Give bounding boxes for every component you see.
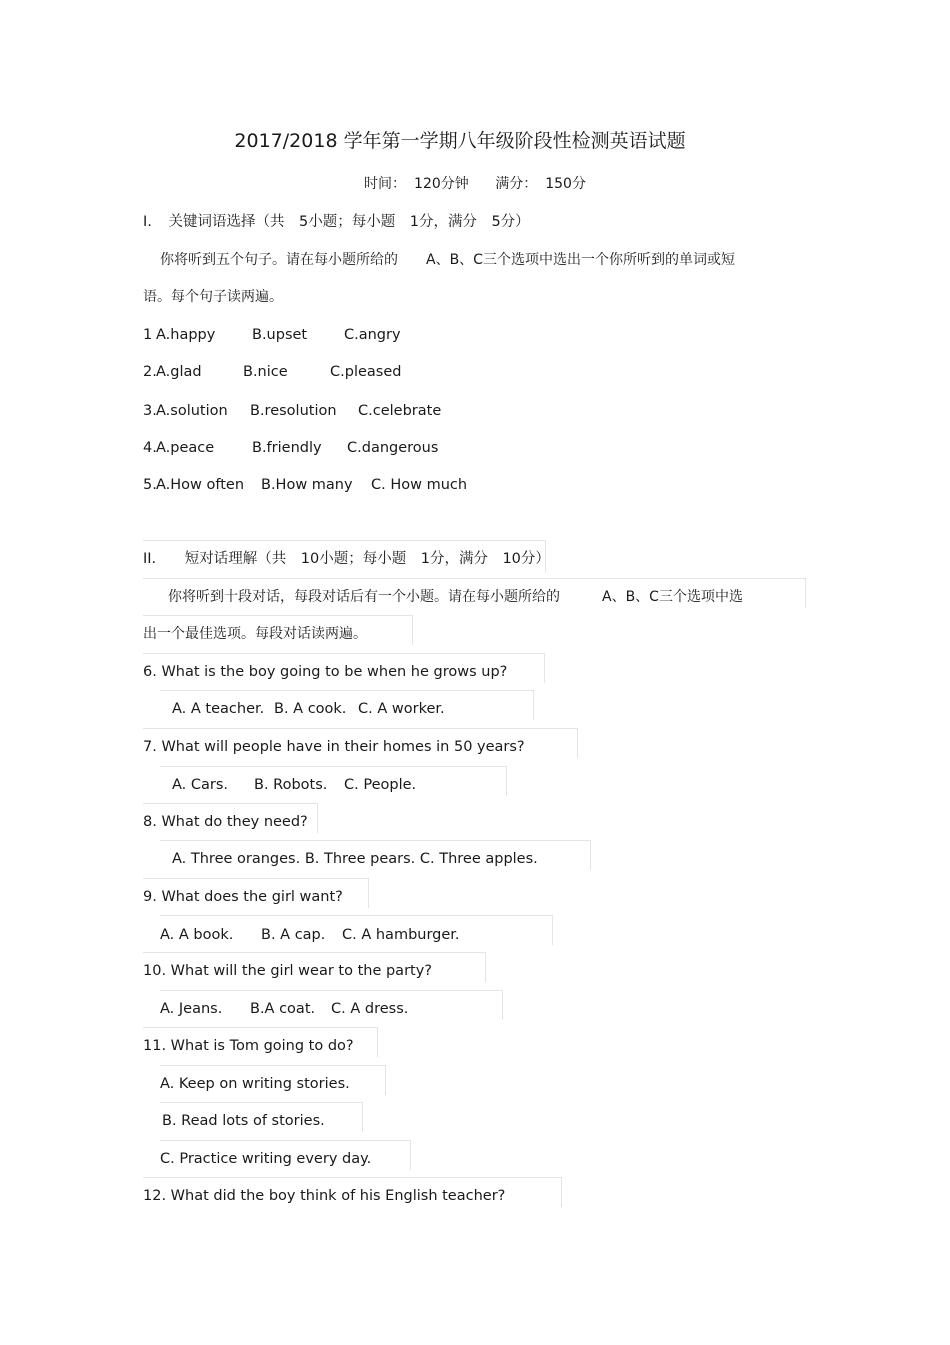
- option-a: A. Keep on writing stories.: [160, 1076, 350, 1092]
- time-label: 时间：: [364, 176, 407, 192]
- list-item: [143, 476, 543, 494]
- option-c: C.pleased: [330, 364, 402, 380]
- option-b: B.A coat.: [250, 1001, 316, 1017]
- option-b: B. A cap.: [261, 927, 326, 943]
- option-b: B.upset: [252, 327, 308, 343]
- option-a: A.glad: [156, 364, 202, 380]
- section1-title: 关键词语选择（共 5小题；每小题 1分，满分 5分）: [168, 214, 530, 230]
- score-label: 满分：: [495, 176, 538, 192]
- question-7: 7. What will people have in their homes in 50 years?: [143, 739, 525, 755]
- option-b: B.friendly: [252, 440, 322, 456]
- section2-instruction-line1: 你将听到十段对话，每段对话后有一个小题。请在每小题所给的 A、B、C三个选项中选: [168, 589, 743, 605]
- option-b: B.resolution: [250, 403, 337, 419]
- question-9: 9. What does the girl want?: [143, 889, 343, 905]
- option-c: C. How much: [371, 477, 468, 493]
- option-b: B. Read lots of stories.: [162, 1113, 325, 1129]
- option-c: C. Practice writing every day.: [160, 1151, 372, 1167]
- options-row: [160, 926, 550, 944]
- option-c: C. People.: [344, 777, 417, 793]
- options-row: A. Three oranges. B. Three pears. C. Three apples.: [172, 851, 538, 867]
- option-c: C.angry: [344, 327, 401, 343]
- option-b: B.nice: [243, 364, 288, 380]
- option-c: C. A worker.: [358, 701, 445, 717]
- option-a: A.solution: [156, 403, 228, 419]
- options-row: [160, 1000, 500, 1018]
- option-c: C. A hamburger.: [342, 927, 460, 943]
- exam-title: 2017/2018 学年第一学期八年级阶段性检测英语试题: [234, 130, 686, 152]
- item-number: 2.: [143, 364, 157, 380]
- option-a: A. Cars.: [172, 777, 229, 793]
- item-number: 4.: [143, 440, 157, 456]
- question-12: 12. What did the boy think of his English teacher?: [143, 1188, 506, 1204]
- question-10: 10. What will the girl wear to the party?: [143, 963, 432, 979]
- exam-meta: [0, 175, 950, 193]
- question-8: 8. What do they need?: [143, 814, 308, 830]
- list-item: [143, 439, 543, 457]
- item-number: 5.: [143, 477, 157, 493]
- section2-title: 短对话理解（共 10小题；每小题 1分，满分 10分）: [184, 551, 550, 567]
- list-item: [143, 363, 543, 381]
- option-c: C. A dress.: [331, 1001, 409, 1017]
- option-b: B. A cook.: [274, 701, 347, 717]
- section2-number: II.: [143, 551, 157, 567]
- option-a: A.How often: [156, 477, 245, 493]
- option-a: A. A book.: [160, 927, 234, 943]
- section1-heading: [143, 213, 530, 231]
- time-value: 120分钟: [414, 176, 469, 192]
- option-a: A. Jeans.: [160, 1001, 223, 1017]
- section1-instruction-line1: 你将听到五个句子。请在每小题所给的 A、B、C三个选项中选出一个你所听到的单词或短: [160, 252, 735, 268]
- options-row: [172, 776, 502, 794]
- score-value: 150分: [545, 176, 586, 192]
- list-item: [143, 402, 543, 420]
- list-item: [143, 326, 543, 344]
- option-a: A.peace: [156, 440, 215, 456]
- option-a: A. A teacher.: [172, 701, 265, 717]
- section1-instruction-line2: 语。每个句子读两遍。: [143, 289, 283, 305]
- option-c: C.dangerous: [347, 440, 439, 456]
- question-6: 6. What is the boy going to be when he grows up?: [143, 664, 508, 680]
- question-11: 11. What is Tom going to do?: [143, 1038, 354, 1054]
- item-number: 3.: [143, 403, 157, 419]
- option-b: B.How many: [261, 477, 353, 493]
- option-c: C.celebrate: [358, 403, 442, 419]
- section2-instruction-line2: 出一个最佳选项。每段对话读两遍。: [143, 626, 367, 642]
- option-a: A.happy: [156, 327, 216, 343]
- section1-number: I.: [143, 214, 152, 230]
- options-row: [172, 700, 532, 718]
- item-number: 1: [143, 327, 153, 343]
- section2-heading: [143, 550, 550, 568]
- option-b: B. Robots.: [254, 777, 328, 793]
